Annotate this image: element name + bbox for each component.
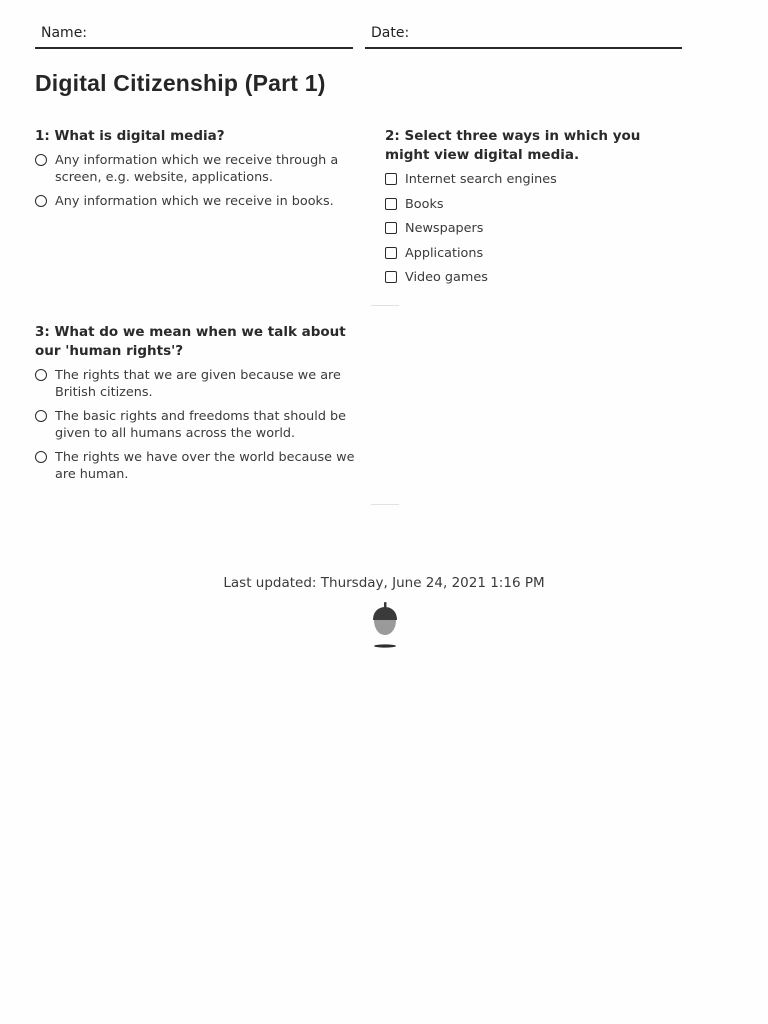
option-label: Internet search engines [405, 172, 557, 187]
answer-option[interactable] [35, 152, 355, 186]
question-title [35, 127, 355, 146]
question-text: Select three ways in which you might view digital media. [385, 128, 641, 163]
radio-button-icon[interactable] [35, 451, 47, 463]
section-divider [371, 305, 399, 306]
option-label: Any information which we receive through a screen, e.g. website, applications. [55, 153, 339, 185]
question-number: 3: [35, 324, 50, 340]
answer-option[interactable] [385, 269, 685, 286]
answer-option[interactable] [385, 171, 685, 188]
checkbox-icon[interactable] [385, 222, 397, 234]
checkbox-icon[interactable] [385, 247, 397, 259]
checkbox-icon[interactable] [385, 198, 397, 210]
answer-option[interactable] [35, 367, 355, 401]
radio-button-icon[interactable] [35, 195, 47, 207]
question-title [35, 323, 355, 361]
checkbox-icon[interactable] [385, 271, 397, 283]
question-text: What is digital media? [54, 128, 225, 144]
question-3 [35, 323, 355, 490]
option-label: The rights that we are given because we are British citizens. [55, 368, 341, 400]
last-updated-text: Last updated: Thursday, June 24, 2021 1:16 PM [223, 575, 545, 591]
section-divider [371, 504, 399, 505]
answer-option[interactable] [385, 245, 685, 262]
name-field[interactable] [35, 25, 353, 49]
answer-option[interactable] [385, 196, 685, 213]
acorn-icon [371, 600, 399, 654]
option-label: Video games [405, 270, 488, 285]
question-number: 2: [385, 128, 400, 144]
option-label: Newspapers [405, 221, 484, 236]
option-label: Applications [405, 245, 484, 261]
option-label: The rights we have over the world because we are human. [55, 450, 355, 482]
answer-option[interactable] [35, 408, 355, 442]
option-label: Books [405, 196, 444, 212]
answer-option[interactable] [35, 449, 355, 483]
question-1 [35, 127, 355, 217]
question-number: 1: [35, 128, 50, 144]
question-text: What do we mean when we talk about our 'human rights'? [35, 324, 346, 359]
radio-button-icon[interactable] [35, 154, 47, 166]
checkbox-icon[interactable] [385, 173, 397, 185]
date-label: Date: [371, 25, 410, 41]
name-label: Name: [41, 25, 88, 41]
page-title: Digital Citizenship (Part 1) [35, 70, 326, 96]
option-label: The basic rights and freedoms that should be given to all humans across the world. [55, 409, 347, 441]
radio-button-icon[interactable] [35, 410, 47, 422]
radio-button-icon[interactable] [35, 369, 47, 381]
question-title [385, 127, 685, 165]
question-2 [385, 127, 685, 294]
answer-option[interactable] [385, 220, 685, 237]
date-field[interactable] [365, 25, 682, 49]
option-label: Any information which we receive in books. [55, 194, 334, 209]
answer-option[interactable] [35, 193, 355, 210]
